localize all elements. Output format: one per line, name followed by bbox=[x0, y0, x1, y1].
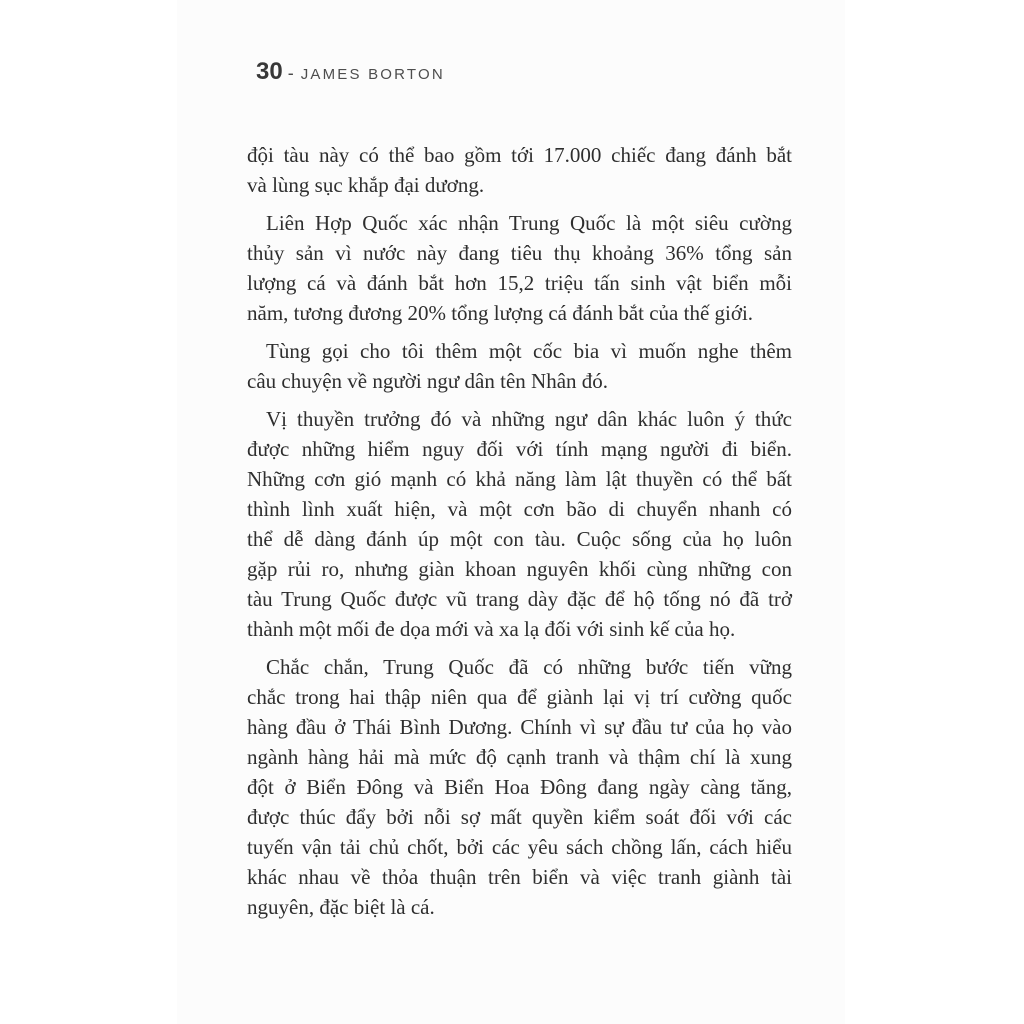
text-line: được thúc đẩy bởi nỗi sợ mất quyền kiểm soát đối với các bbox=[247, 805, 792, 829]
text-line: đội tàu này có thể bao gồm tới 17.000 chiếc đang đánh bắt bbox=[247, 143, 792, 167]
text-line: lượng cá và đánh bắt hơn 15,2 triệu tấn sinh vật biển mỗi bbox=[247, 271, 792, 295]
text-line: câu chuyện về người ngư dân tên Nhân đó. bbox=[247, 369, 609, 393]
text-line: Liên Hợp Quốc xác nhận Trung Quốc là một siêu cường bbox=[266, 211, 792, 235]
page-number: 30 bbox=[256, 58, 283, 85]
paragraph bbox=[247, 404, 792, 644]
text-line: hàng đầu ở Thái Bình Dương. Chính vì sự đầu tư của họ vào bbox=[247, 715, 792, 739]
text-line: thể dễ dàng đánh úp một con tàu. Cuộc sống của họ luôn bbox=[247, 527, 792, 551]
text-line: nguyên, đặc biệt là cá. bbox=[247, 895, 435, 919]
header-separator: - bbox=[287, 63, 294, 83]
text-line: thành một mối đe dọa mới và xa lạ đối với sinh kế của họ. bbox=[247, 617, 736, 641]
text-line: được những hiểm nguy đối với tính mạng người đi biển. bbox=[247, 437, 792, 461]
text-line: năm, tương đương 20% tổng lượng cá đánh bắt của thế giới. bbox=[247, 301, 754, 325]
text-line: Những cơn gió mạnh có khả năng làm lật thuyền có thể bất bbox=[247, 467, 792, 491]
text-line: thủy sản vì nước này đang tiêu thụ khoảng 36% tổng sản bbox=[247, 241, 792, 265]
text-line: ngành hàng hải mà mức độ cạnh tranh và thậm chí là xung bbox=[247, 745, 792, 769]
author-name: JAMES BORTON bbox=[300, 66, 445, 83]
text-line: gặp rủi ro, nhưng giàn khoan nguyên khối cùng những con bbox=[247, 557, 792, 581]
body-text-column bbox=[247, 140, 792, 922]
text-line: tuyến vận tải chủ chốt, bởi các yêu sách chồng lấn, cách hiểu bbox=[247, 835, 792, 859]
paragraph bbox=[247, 140, 792, 200]
text-line: Tùng gọi cho tôi thêm một cốc bia vì muốn nghe thêm bbox=[266, 339, 792, 363]
text-line: Vị thuyền trưởng đó và những ngư dân khác luôn ý thức bbox=[266, 407, 792, 431]
text-line: chắc trong hai thập niên qua để giành lại vị trí cường quốc bbox=[247, 685, 792, 709]
text-line: Chắc chắn, Trung Quốc đã có những bước tiến vững bbox=[266, 655, 792, 679]
text-line: và lùng sục khắp đại dương. bbox=[247, 173, 485, 197]
paragraph bbox=[247, 208, 792, 328]
text-line: khác nhau về thỏa thuận trên biển và việc tranh giành tài bbox=[247, 865, 792, 889]
page-scan bbox=[177, 0, 845, 1024]
paragraph bbox=[247, 652, 792, 922]
running-header bbox=[256, 58, 445, 86]
text-line: đột ở Biển Đông và Biển Hoa Đông đang ngày càng tăng, bbox=[247, 775, 792, 799]
text-line: tàu Trung Quốc được vũ trang dày đặc để hộ tống nó đã trở bbox=[247, 587, 792, 611]
text-line: thình lình xuất hiện, và một cơn bão di chuyển nhanh có bbox=[247, 497, 792, 521]
paragraph bbox=[247, 336, 792, 396]
